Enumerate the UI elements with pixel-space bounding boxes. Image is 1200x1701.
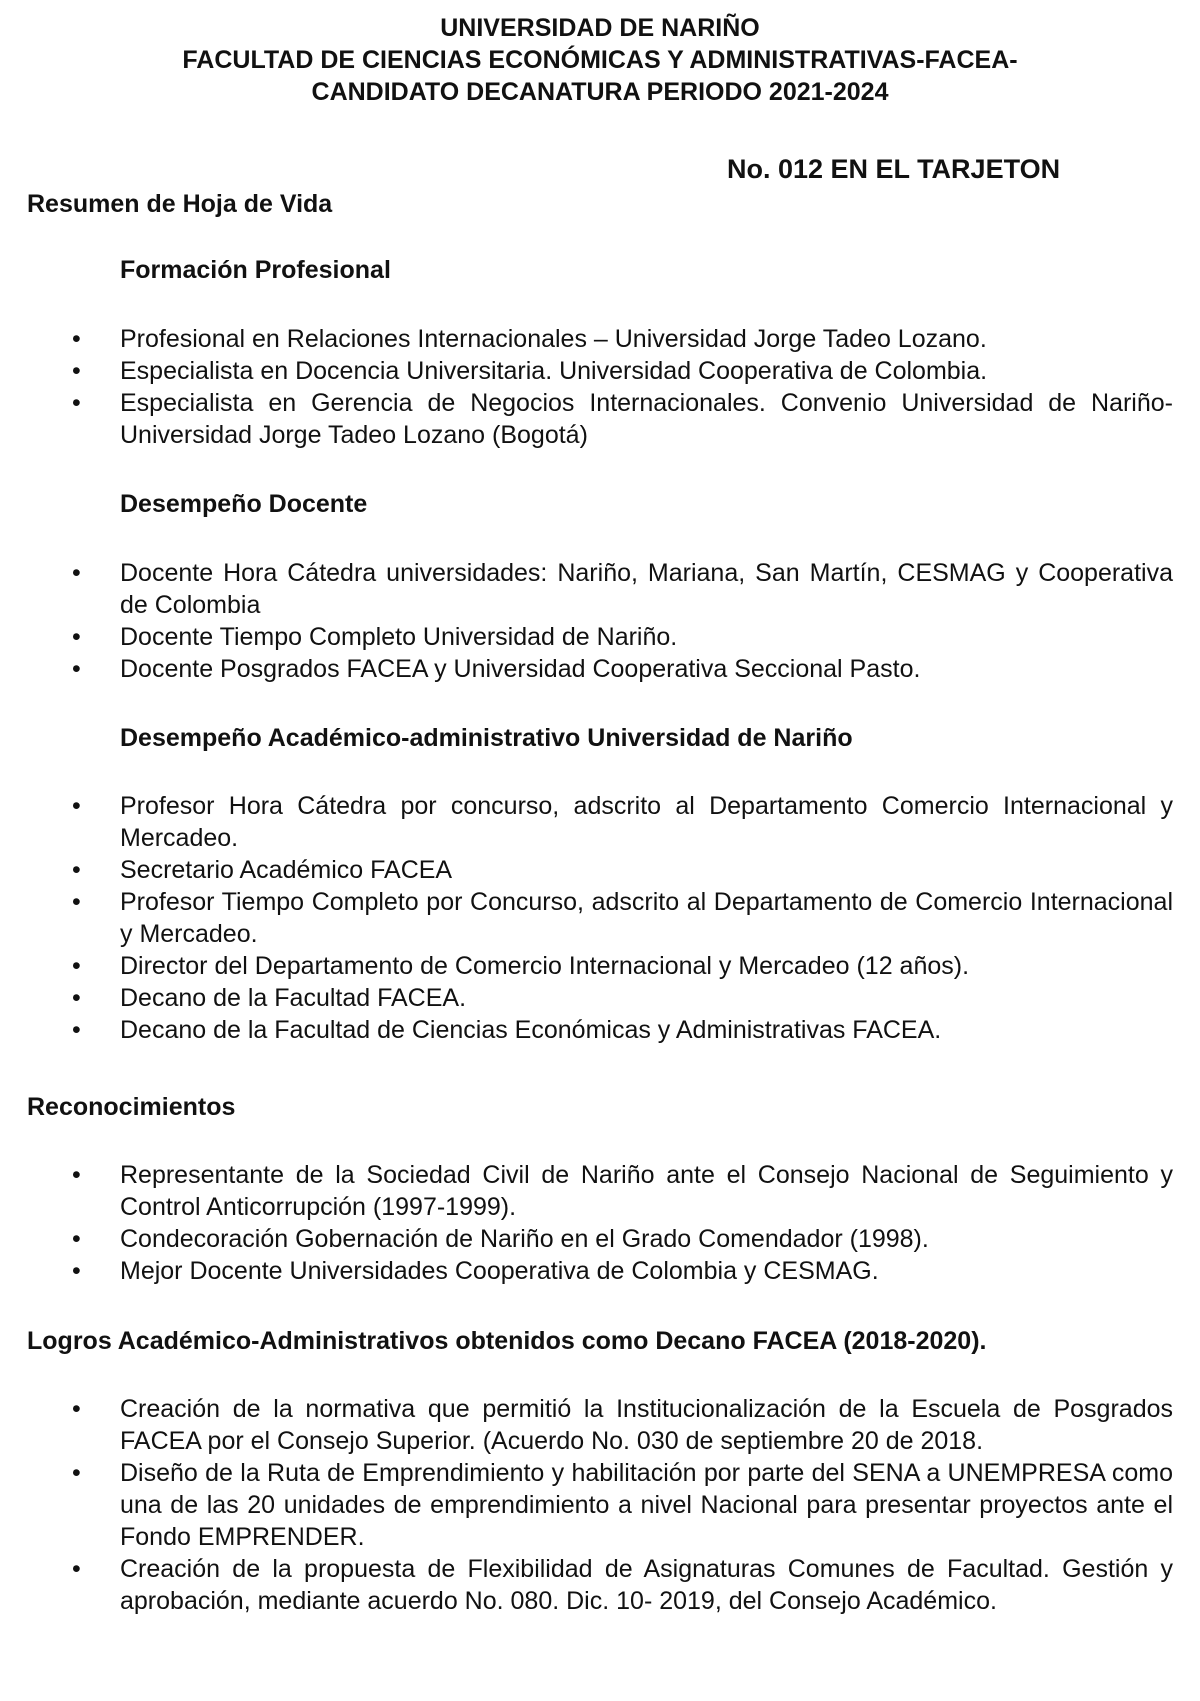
bullet-icon: •	[72, 1459, 81, 1487]
document-header	[0, 12, 1200, 108]
list-item	[0, 982, 1200, 1014]
list-item	[0, 854, 1200, 886]
list-item	[0, 1255, 1200, 1287]
list-item-text: Secretario Académico FACEA	[120, 856, 453, 884]
list-item	[0, 323, 1200, 355]
reconocimientos-title: Reconocimientos	[27, 1093, 236, 1121]
list-item	[0, 1393, 1200, 1457]
docente-list	[0, 557, 1200, 685]
list-item	[0, 1159, 1200, 1223]
list-item-text: Docente Posgrados FACEA y Universidad Cooperativa Seccional Pasto.	[120, 655, 921, 683]
bullet-icon: •	[72, 1016, 81, 1044]
formacion-title: Formación Profesional	[120, 256, 391, 284]
list-item	[0, 950, 1200, 982]
list-item	[0, 886, 1200, 950]
list-item-text: Decano de la Facultad de Ciencias Económicas y Administrativas FACEA.	[120, 1016, 942, 1044]
formacion-list	[0, 323, 1200, 451]
list-item-text: Especialista en Gerencia de Negocios Internacionales. Convenio Universidad de Nariño-Universidad Jorge Tadeo Lozano (Bogotá)	[120, 389, 1173, 449]
logros-list	[0, 1393, 1200, 1617]
list-item-text: Creación de la propuesta de Flexibilidad de Asignaturas Comunes de Facultad. Gestión y aprobación, mediante acuerdo No. 080. Dic. 10- 2019, del Consejo Académico.	[120, 1555, 1173, 1615]
bullet-icon: •	[72, 655, 81, 683]
list-item	[0, 1457, 1200, 1553]
list-item	[0, 1553, 1200, 1617]
bullet-icon: •	[72, 1161, 81, 1189]
academico-title: Desempeño Académico-administrativo Universidad de Nariño	[120, 724, 853, 752]
candidacy-title: CANDIDATO DECANATURA PERIODO 2021-2024	[311, 78, 889, 106]
academico-list	[0, 790, 1200, 1046]
resume-title: Resumen de Hoja de Vida	[27, 190, 333, 218]
bullet-icon: •	[72, 1555, 81, 1583]
list-item-text: Docente Hora Cátedra universidades: Nariño, Mariana, San Martín, CESMAG y Cooperativa de Colombia	[120, 559, 1173, 619]
bullet-icon: •	[72, 1225, 81, 1253]
list-item-text: Decano de la Facultad FACEA.	[120, 984, 467, 1012]
list-item	[0, 1223, 1200, 1255]
bullet-icon: •	[72, 623, 81, 651]
list-item-text: Especialista en Docencia Universitaria. Universidad Cooperativa de Colombia.	[120, 357, 988, 385]
reconocimientos-list	[0, 1159, 1200, 1287]
list-item-text: Profesor Hora Cátedra por concurso, adscrito al Departamento Comercio Internacional y Mercadeo.	[120, 792, 1173, 852]
list-item-text: Profesional en Relaciones Internacionales – Universidad Jorge Tadeo Lozano.	[120, 325, 987, 353]
ballot-number: No. 012 EN EL TARJETON	[727, 154, 1061, 184]
faculty-name: FACULTAD DE CIENCIAS ECONÓMICAS Y ADMINISTRATIVAS-FACEA-	[182, 46, 1018, 74]
bullet-icon: •	[72, 792, 81, 820]
list-item	[0, 621, 1200, 653]
bullet-icon: •	[72, 984, 81, 1012]
list-item-text: Profesor Tiempo Completo por Concurso, adscrito al Departamento de Comercio Internacional y Mercadeo.	[120, 888, 1173, 948]
list-item-text: Diseño de la Ruta de Emprendimiento y habilitación por parte del SENA a UNEMPRESA como una de las 20 unidades de emprendimiento a nivel Nacional para presentar proyectos ante el Fondo EMPRENDER.	[120, 1459, 1173, 1551]
logros-title: Logros Académico-Administrativos obtenidos como Decano FACEA (2018-2020).	[27, 1327, 987, 1355]
bullet-icon: •	[72, 952, 81, 980]
list-item-text: Condecoración Gobernación de Nariño en el Grado Comendador (1998).	[120, 1225, 929, 1253]
bullet-icon: •	[72, 389, 81, 417]
docente-title: Desempeño Docente	[120, 490, 368, 518]
bullet-icon: •	[72, 559, 81, 587]
list-item	[0, 387, 1200, 451]
list-item-text: Docente Tiempo Completo Universidad de Nariño.	[120, 623, 678, 651]
list-item-text: Mejor Docente Universidades Cooperativa de Colombia y CESMAG.	[120, 1257, 879, 1285]
bullet-icon: •	[72, 856, 81, 884]
university-name: UNIVERSIDAD DE NARIÑO	[440, 14, 760, 42]
list-item	[0, 355, 1200, 387]
list-item-text: Creación de la normativa que permitió la Institucionalización de la Escuela de Posgrados FACEA por el Consejo Superior. (Acuerdo No. 030 de septiembre 20 de 2018.	[120, 1395, 1173, 1455]
list-item	[0, 1014, 1200, 1046]
bullet-icon: •	[72, 888, 81, 916]
list-item	[0, 653, 1200, 685]
bullet-icon: •	[72, 357, 81, 385]
bullet-icon: •	[72, 1257, 81, 1285]
list-item-text: Director del Departamento de Comercio Internacional y Mercadeo (12 años).	[120, 952, 970, 980]
list-item	[0, 557, 1200, 621]
list-item	[0, 790, 1200, 854]
bullet-icon: •	[72, 325, 81, 353]
list-item-text: Representante de la Sociedad Civil de Nariño ante el Consejo Nacional de Seguimiento y Control Anticorrupción (1997-1999).	[120, 1161, 1173, 1221]
bullet-icon: •	[72, 1395, 81, 1423]
